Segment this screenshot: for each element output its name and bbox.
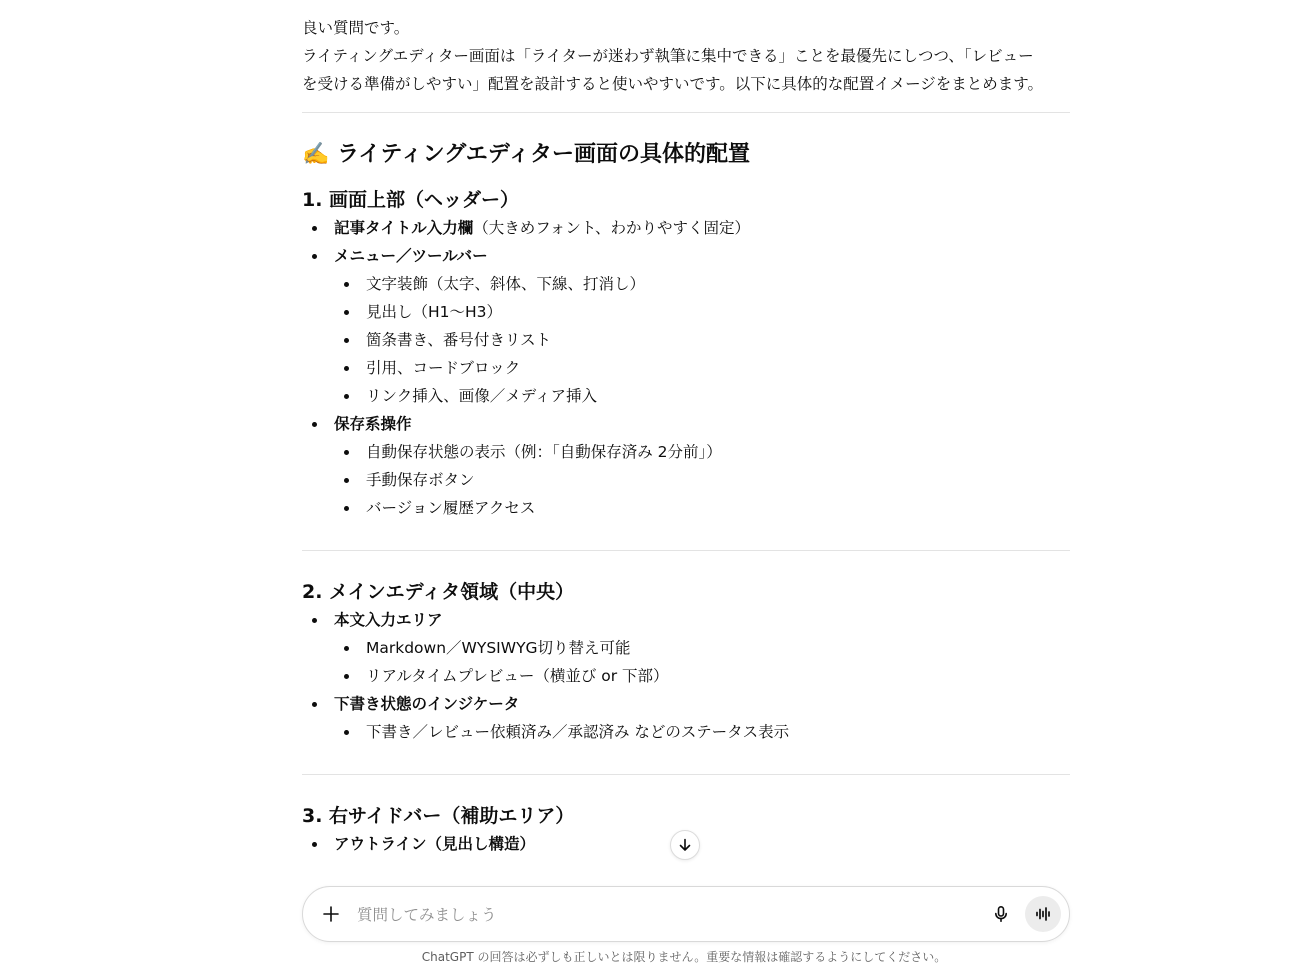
writing-hand-emoji: ✍️ bbox=[302, 142, 330, 167]
sub-list-item bbox=[334, 270, 1070, 298]
item-bold: アウトライン（見出し構造） bbox=[334, 835, 536, 853]
sub-list bbox=[334, 718, 1070, 746]
bullet-icon bbox=[344, 478, 349, 483]
disclaimer-text: ChatGPT の回答は必ずしも正しいとは限りません。重要な情報は確認するようにしてください。 bbox=[421, 950, 947, 964]
bullet-icon bbox=[344, 646, 349, 651]
bullet-icon bbox=[312, 702, 317, 707]
item-bold: 保存系操作 bbox=[334, 415, 412, 433]
plus-icon bbox=[322, 905, 340, 923]
bullet-icon bbox=[344, 282, 349, 287]
bullet-icon bbox=[344, 366, 349, 371]
arrow-down-icon bbox=[677, 837, 693, 853]
sub-list-item bbox=[334, 494, 1070, 522]
bullet-icon bbox=[312, 422, 317, 427]
sub-list-item bbox=[334, 662, 1070, 690]
sub-item-text: 見出し（H1〜H3） bbox=[366, 303, 503, 321]
sub-list-item bbox=[334, 466, 1070, 494]
list-item bbox=[302, 214, 1070, 242]
assistant-message bbox=[302, 14, 1070, 858]
sub-item-text: 文字装飾（太字、斜体、下線、打消し） bbox=[366, 275, 646, 293]
sub-item-text: 引用、コードブロック bbox=[366, 359, 521, 377]
sub-list-item bbox=[334, 634, 1070, 662]
intro-line: 良い質問です。 bbox=[302, 19, 410, 37]
bullet-icon bbox=[312, 842, 317, 847]
sub-list bbox=[334, 438, 1070, 522]
item-bold: メニュー／ツールバー bbox=[334, 247, 488, 265]
sub-list bbox=[334, 634, 1070, 690]
sub-item-text: 自動保存状態の表示（例：「自動保存済み 2分前」） bbox=[366, 443, 722, 461]
sub-item-text: 箇条書き、番号付きリスト bbox=[366, 331, 552, 349]
item-bold: 記事タイトル入力欄 bbox=[334, 219, 474, 237]
main-heading-text: ライティングエディター画面の具体的配置 bbox=[337, 142, 751, 167]
sub-list-item bbox=[334, 438, 1070, 466]
composer bbox=[302, 886, 1070, 942]
microphone-icon bbox=[992, 905, 1010, 923]
sub-list-item bbox=[334, 354, 1070, 382]
main-heading bbox=[302, 140, 1070, 170]
sub-list-item bbox=[334, 382, 1070, 410]
sub-list-item bbox=[334, 298, 1070, 326]
sub-list bbox=[334, 270, 1070, 410]
list-item bbox=[302, 242, 1070, 410]
list-item bbox=[302, 606, 1070, 690]
list-item bbox=[302, 410, 1070, 522]
bullet-icon bbox=[344, 394, 349, 399]
bullet-icon bbox=[344, 450, 349, 455]
sub-item-text: 下書き／レビュー依頼済み／承認済み などのステータス表示 bbox=[366, 723, 790, 741]
intro-line: ライティングエディター画面は「ライターが迷わず執筆に集中できる」ことを最優先にしつつ、「レビュー bbox=[302, 47, 1034, 65]
attach-button[interactable] bbox=[317, 900, 345, 928]
bullet-list bbox=[302, 214, 1070, 522]
sub-item-text: リンク挿入、画像／メディア挿入 bbox=[366, 387, 597, 405]
section-heading: 2. メインエディタ領域（中央） bbox=[302, 581, 575, 603]
dictate-button[interactable] bbox=[987, 900, 1015, 928]
scroll-to-bottom-button[interactable] bbox=[670, 830, 700, 860]
list-item bbox=[302, 690, 1070, 746]
bullet-icon bbox=[312, 226, 317, 231]
bullet-icon bbox=[344, 506, 349, 511]
bullet-icon bbox=[344, 310, 349, 315]
sub-list-item bbox=[334, 718, 1070, 746]
item-bold: 下書き状態のインジケータ bbox=[334, 695, 520, 713]
section-heading: 3. 右サイドバー（補助エリア） bbox=[302, 805, 575, 827]
bullet-icon bbox=[344, 730, 349, 735]
sub-item-text: 手動保存ボタン bbox=[366, 471, 475, 489]
sub-item-text: バージョン履歴アクセス bbox=[366, 499, 536, 517]
item-bold: 本文入力エリア bbox=[334, 611, 443, 629]
prompt-input[interactable] bbox=[355, 901, 959, 929]
intro-line: を受ける準備がしやすい」配置を設計すると使いやすいです。以下に具体的な配置イメージをまとめます。 bbox=[302, 75, 1044, 93]
sub-item-text: Markdown／WYSIWYG切り替え可能 bbox=[366, 639, 631, 657]
bullet-icon bbox=[344, 338, 349, 343]
sub-list-item bbox=[334, 326, 1070, 354]
bullet-list bbox=[302, 606, 1070, 746]
section-heading: 1. 画面上部（ヘッダー） bbox=[302, 189, 520, 211]
sub-item-text: リアルタイムプレビュー（横並び or 下部） bbox=[366, 667, 669, 685]
voice-mode-button[interactable] bbox=[1025, 896, 1061, 932]
bullet-icon bbox=[312, 618, 317, 623]
item-text: （大きめフォント、わかりやすく固定） bbox=[473, 219, 751, 237]
voice-mode-icon bbox=[1034, 905, 1052, 923]
bullet-icon bbox=[312, 254, 317, 259]
bullet-icon bbox=[344, 674, 349, 679]
